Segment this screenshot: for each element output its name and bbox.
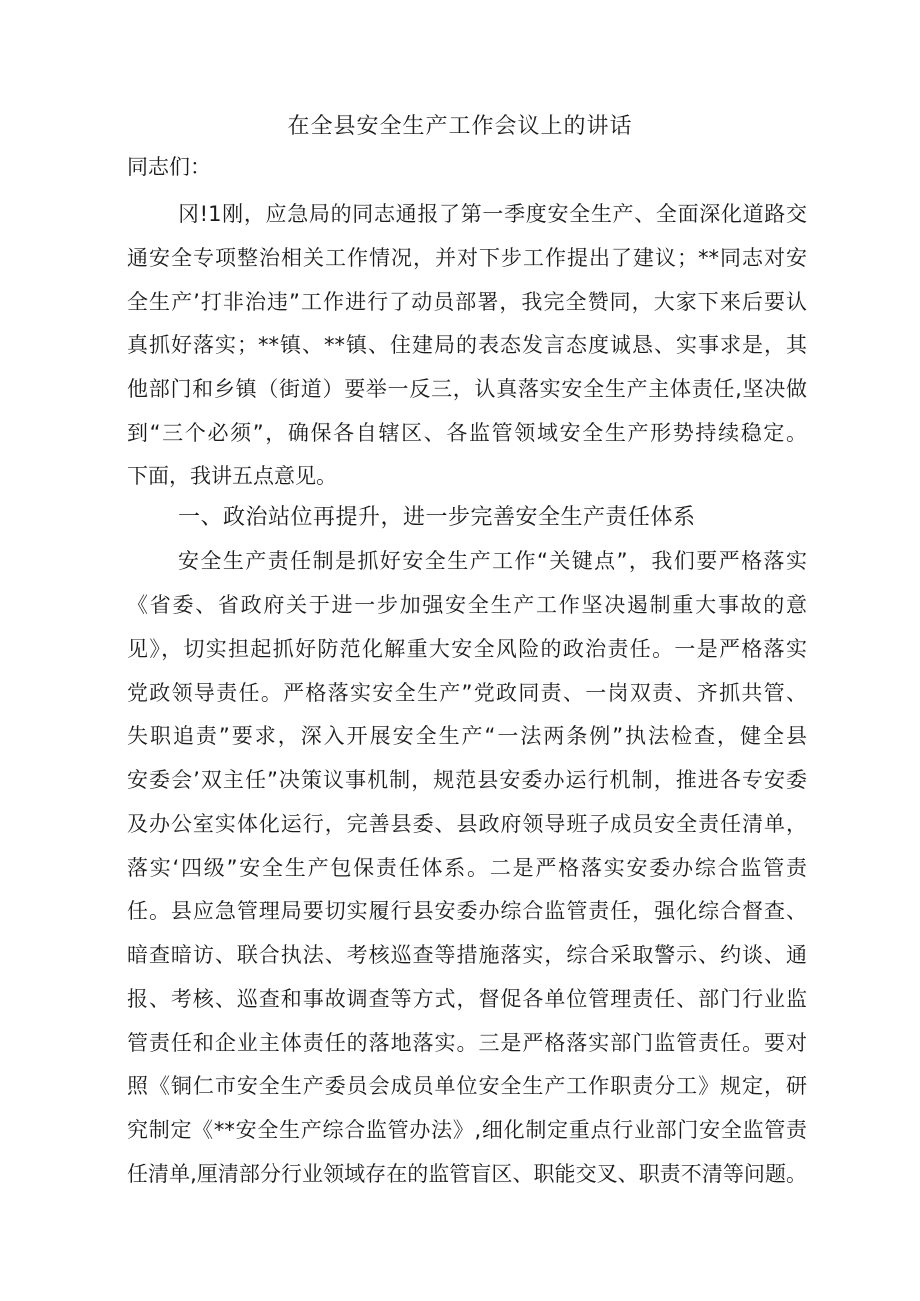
paragraph-line: 安全生产责任制是抓好安全生产工作“关键点”，我们要严格落实 — [178, 549, 807, 573]
paragraph-line: 全生产’打非治违”工作进行了动员部署，我完全赞同，大家下来后要认 — [127, 290, 807, 314]
paragraph-line: 见》，切实担起抓好防范化解重大安全风险的政治责任。一是严格落实 — [127, 637, 807, 661]
paragraph-line: 落实‘四级”安全生产包保责任体系。二是严格落实安委办综合监管责 — [127, 856, 807, 880]
paragraph-line: 照《铜仁市安全生产委员会成员单位安全生产工作职责分工》规定，研 — [127, 1074, 807, 1098]
paragraph-line: 及办公室实体化运行，完善县委、县政府领导班子成员安全责任清单， — [127, 812, 807, 836]
paragraph-line: 暗查暗访、联合执法、考核巡查等措施落实，综合采取警示、约谈、通 — [127, 943, 807, 967]
paragraph-line: 冈!1刚，应急局的同志通报了第一季度安全生产、全面深化道路交 — [178, 202, 807, 226]
paragraph-line: 报、考核、巡查和事故调查等方式，督促各单位管理责任、部门行业监 — [127, 987, 807, 1011]
paragraph-line: 通安全专项整治相关工作情况，并对下步工作提出了建议；**同志对安 — [127, 246, 807, 270]
paragraph-line: 到“三个必须”，确保各自辖区、各监管领域安全生产形势持续稳定。 — [127, 421, 807, 445]
paragraph-line: 安委会’双主任”决策议事机制，规范县安委办运行机制，推进各专安委 — [127, 768, 807, 792]
paragraph-line: 究制定《**安全生产综合监管办法》,细化制定重点行业部门安全监管责 — [127, 1118, 807, 1142]
paragraph-line: 管责任和企业主体责任的落地落实。三是严格落实部门监管责任。要对 — [127, 1031, 807, 1055]
paragraph-line: 任清单,厘清部分行业领域存在的监管盲区、职能交叉、职责不清等问题。 — [127, 1162, 807, 1186]
paragraph-line: 失职追责”要求，深入开展安全生产“一法两条例”执法检查，健全县 — [127, 724, 807, 748]
salutation: 同志们： — [127, 155, 211, 179]
paragraph-line: 《省委、省政府关于进一步加强安全生产工作坚决遏制重大事故的意 — [127, 593, 807, 617]
paragraph-line: 真抓好落实；**镇、**镇、住建局的表态发言态度诚恳、实事求是，其 — [127, 333, 807, 357]
document-title: 在全县安全生产工作会议上的讲话 — [287, 114, 633, 139]
paragraph-line: 他部门和乡镇（街道）要举一反三，认真落实安全生产主体责任,坚决做 — [127, 377, 807, 401]
paragraph-line: 党政领导责任。严格落实安全生产”党政同责、一岗双责、齐抓共管、 — [127, 681, 807, 705]
paragraph-line: 任。县应急管理局要切实履行县安委办综合监管责任，强化综合督查、 — [127, 899, 807, 923]
section-heading: 一、政治站位再提升，进一步完善安全生产责任体系 — [178, 505, 696, 530]
paragraph-line: 下面，我讲五点意见。 — [127, 464, 337, 488]
